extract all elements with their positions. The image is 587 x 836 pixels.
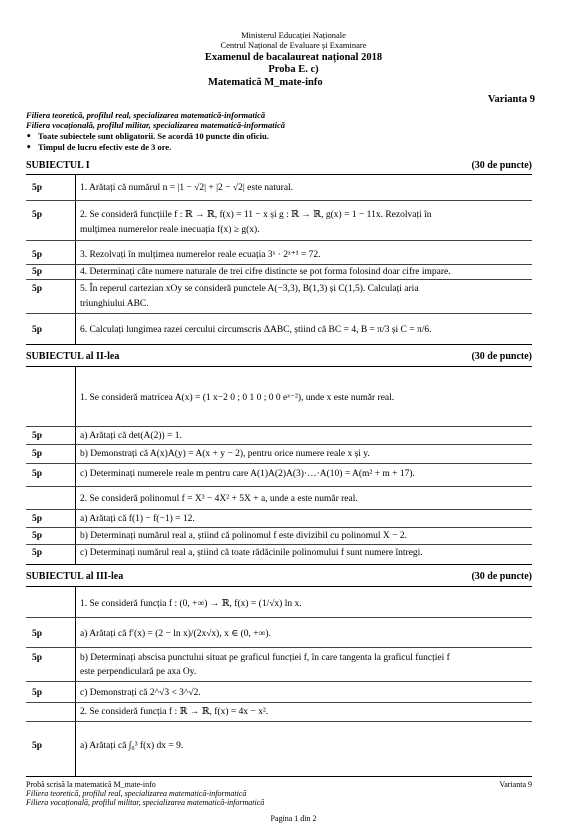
proba-title: Proba E. c) xyxy=(268,64,319,75)
score-label: 5p xyxy=(32,449,43,459)
question-text: c) Demonstrați că 2^√3 < 3^√2. xyxy=(80,688,201,698)
subject-title: Matematică M_mate-info xyxy=(208,77,323,88)
footer-divider xyxy=(26,776,532,777)
question-text: c) Determinați numărul real a, știind că toate rădăcinile polinomului f sunt numere întregi. xyxy=(80,548,423,558)
divider xyxy=(26,240,532,241)
divider xyxy=(26,486,532,487)
divider xyxy=(26,617,532,618)
divider xyxy=(26,647,532,648)
exam-title: Examenul de bacalaureat național 2018 xyxy=(204,52,383,63)
question-text: 2. Se consideră funcțiile f : ℝ → ℝ, f(x) = 11 − x și g : ℝ → ℝ, g(x) = 1 − 11x. Rezolvați în xyxy=(80,210,432,220)
score-label: 5p xyxy=(32,183,43,193)
question-text: b) Demonstrați că A(x)A(y) = A(x + y − 2), pentru orice numere reale x și y. xyxy=(80,449,370,459)
section-title: SUBIECTUL al II-lea xyxy=(26,351,120,362)
footer-variant: Varianta 9 xyxy=(499,780,532,789)
score-label: 5p xyxy=(32,514,43,524)
divider xyxy=(26,200,532,201)
score-label: 5p xyxy=(32,629,43,639)
question-text: 6. Calculați lungimea razei cercului circumscris ΔABC, știind că BC = 4, B = π/3 și C = π/6. xyxy=(80,325,432,335)
question-text: c) Determinați numerele reale m pentru care A(1)A(2)A(3)·…·A(10) = A(m² + m + 17). xyxy=(80,469,415,479)
score-label: 5p xyxy=(32,325,43,335)
center-name: Centrul Național de Evaluare și Examinare xyxy=(220,40,367,50)
divider xyxy=(26,264,532,265)
question-text: 1. Se consideră matricea A(x) = (1 x−2 0 ; 0 1 0 ; 0 0 eˣ⁻²), unde x este număr real. xyxy=(80,393,395,403)
divider xyxy=(26,463,532,464)
divider xyxy=(26,426,532,427)
filiera-line: Filiera vocațională, profilul militar, specializarea matematică-informatică xyxy=(26,120,286,130)
page-number: Pagina 1 din 2 xyxy=(270,814,317,823)
score-label: 5p xyxy=(32,431,43,441)
filiera-line: Filiera teoretică, profilul real, specializarea matematică-informatică xyxy=(26,110,266,120)
footer-line: Filiera vocațională, profilul militar, specializarea matematică-informatică xyxy=(26,798,265,807)
question-text: a) Arătați că det(A(2)) = 1. xyxy=(80,431,182,441)
score-label: 5p xyxy=(32,210,43,220)
divider xyxy=(26,544,532,545)
question-text: mulțimea numerelor reale inecuația f(x) ≥ g(x). xyxy=(80,225,260,235)
section-2-header xyxy=(26,351,532,362)
divider xyxy=(26,564,532,565)
bullet-icon: • xyxy=(26,132,32,142)
divider xyxy=(26,366,532,367)
section-points: (30 de puncte) xyxy=(471,571,532,582)
section-3-header xyxy=(26,571,532,582)
question-text: b) Determinați numărul real a, știind că polinomul f este divizibil cu polinomul X − 2. xyxy=(80,531,407,541)
divider xyxy=(26,279,532,280)
score-label: 5p xyxy=(32,284,43,294)
question-text: 1. Se consideră funcția f : (0, +∞) → ℝ, f(x) = (1/√x) ln x. xyxy=(80,599,302,609)
ministry-name: Ministerul Educației Naționale xyxy=(241,30,346,40)
score-label: 5p xyxy=(32,548,43,558)
score-label: 5p xyxy=(32,653,43,663)
score-label: 5p xyxy=(32,741,43,751)
score-label: 5p xyxy=(32,531,43,541)
divider xyxy=(26,702,532,703)
question-text: 2. Se consideră polinomul f = X³ − 4X² + 5X + a, unde a este număr real. xyxy=(80,494,358,504)
question-text: a) Arătați că ∫₀³ f(x) dx = 9. xyxy=(80,741,184,751)
question-text: 2. Se consideră funcția f : ℝ → ℝ, f(x) = 4x − x². xyxy=(80,707,269,717)
divider xyxy=(26,174,532,175)
question-text: triunghiului ABC. xyxy=(80,299,149,309)
instruction-bullet: • Timpul de lucru efectiv este de 3 ore. xyxy=(26,142,172,153)
instruction-bullet: • Toate subiectele sunt obligatorii. Se acordă 10 puncte din oficiu. xyxy=(26,131,269,142)
variant-label: Varianta 9 xyxy=(487,94,535,105)
question-text: 4. Determinați câte numere naturale de trei cifre distincte se pot forma folosind doar cifre impare. xyxy=(80,267,451,277)
question-text: este perpendiculară pe axa Oy. xyxy=(80,667,197,677)
divider xyxy=(26,586,532,587)
divider xyxy=(26,681,532,682)
divider xyxy=(75,366,76,564)
footer-line: Filiera teoretică, profilul real, specializarea matematică-informatică xyxy=(26,789,247,798)
question-text: 5. În reperul cartezian xOy se consideră punctele A(−3,3), B(1,3) și C(1,5). Calculați aria xyxy=(80,284,419,294)
score-label: 5p xyxy=(32,267,43,277)
question-text: a) Arătați că f′(x) = (2 − ln x)/(2x√x), x ∈ (0, +∞). xyxy=(80,629,271,639)
divider xyxy=(26,527,532,528)
footer-line: Probă scrisă la matematică M_mate-info xyxy=(26,780,156,789)
score-label: 5p xyxy=(32,469,43,479)
section-title: SUBIECTUL al III-lea xyxy=(26,571,124,582)
section-points: (30 de puncte) xyxy=(471,351,532,362)
question-text: a) Arătați că f(1) − f(−1) = 12. xyxy=(80,514,195,524)
question-text: 3. Rezolvați în mulțimea numerelor reale ecuația 3ˣ · 2ˣ⁺¹ = 72. xyxy=(80,250,321,260)
divider xyxy=(26,509,532,510)
section-title: SUBIECTUL I xyxy=(26,160,90,171)
section-points: (30 de puncte) xyxy=(471,160,532,171)
question-text: 1. Arătați că numărul n = |1 − √2| + |2 − √2| este natural. xyxy=(80,183,294,193)
divider xyxy=(26,721,532,722)
score-label: 5p xyxy=(32,250,43,260)
footer xyxy=(26,780,532,807)
score-label: 5p xyxy=(32,688,43,698)
bullet-icon: • xyxy=(26,143,32,153)
section-1-header xyxy=(26,160,532,171)
divider xyxy=(26,344,532,345)
divider xyxy=(26,444,532,445)
question-text: b) Determinați abscisa punctului situat pe graficul funcției f, în care tangenta la graficul funcției f xyxy=(80,653,450,663)
divider xyxy=(26,313,532,314)
